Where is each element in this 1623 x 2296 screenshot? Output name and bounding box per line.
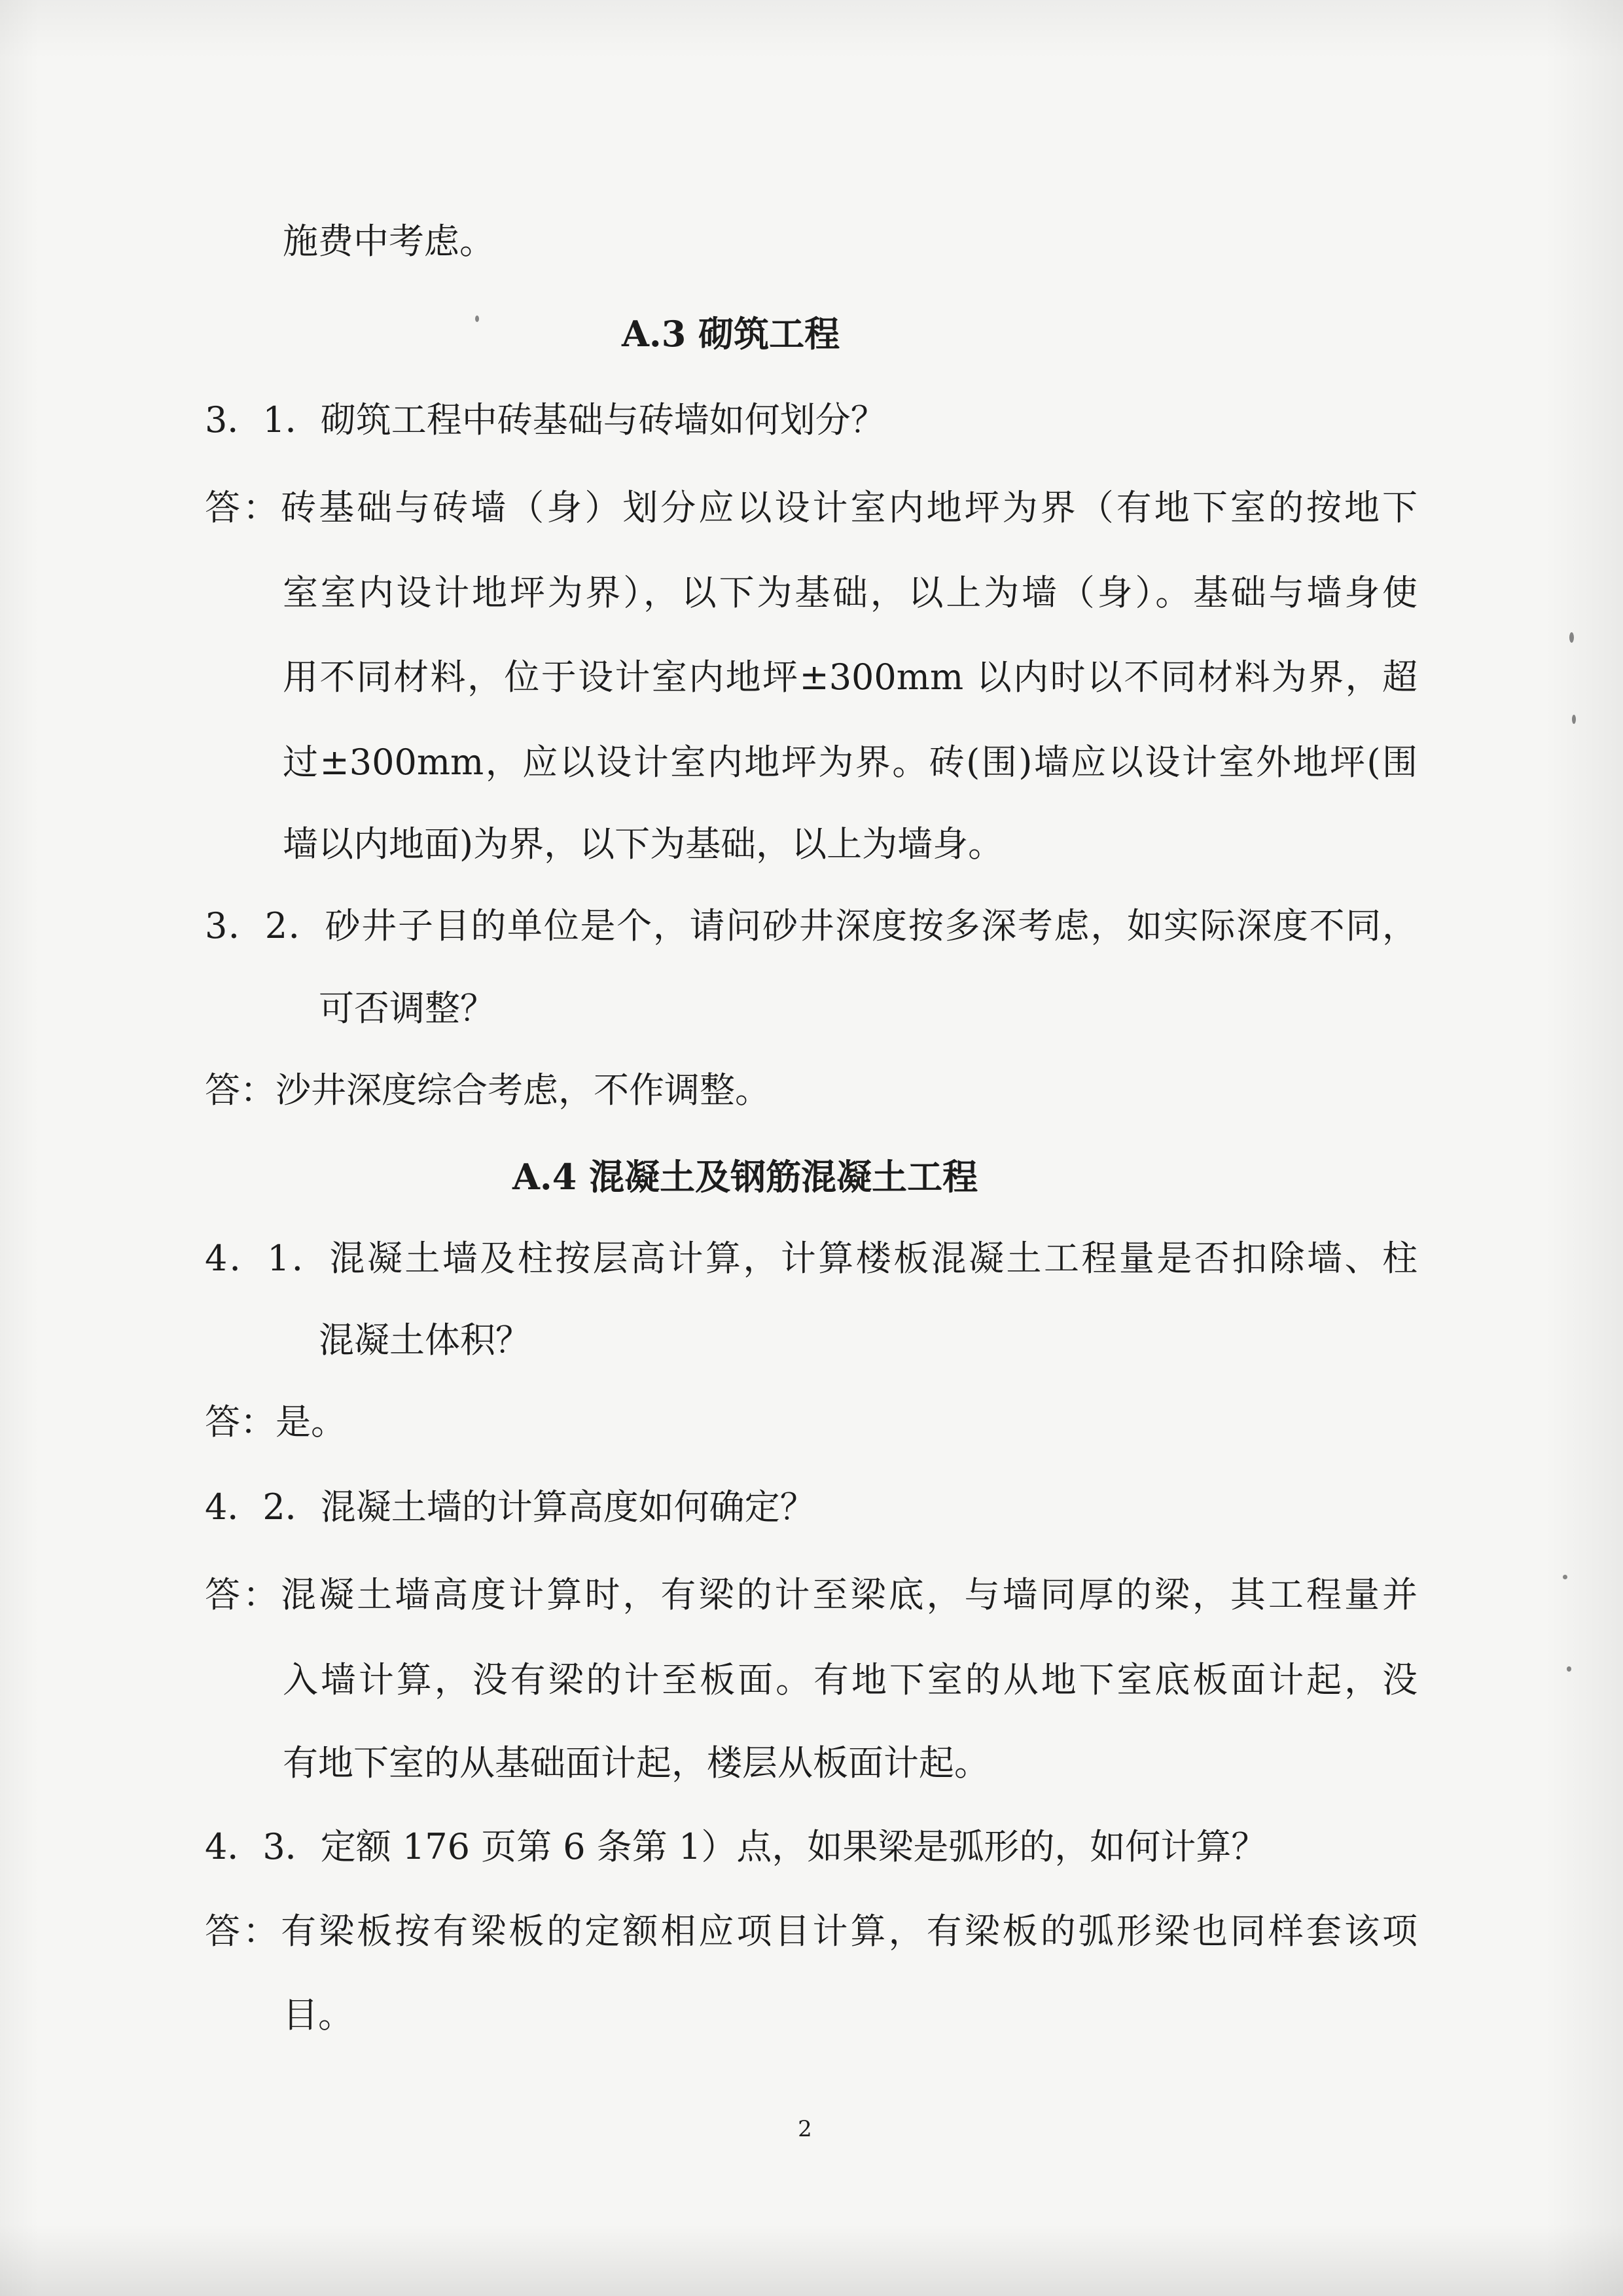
answer-4-3-line-2: 目。 [283, 1994, 353, 2036]
answer-3-2: 答：沙井深度综合考虑，不作调整。 [205, 1069, 770, 1111]
answer-4-3-line-1: 答：有梁板按有梁板的定额相应项目计算，有梁板的弧形梁也同样套该项 [205, 1910, 1418, 1952]
answer-3-1-line-5: 墙以内地面)为界，以下为基础，以上为墙身。 [283, 823, 1004, 865]
carryover-text: 施费中考虑。 [283, 221, 495, 262]
question-4-1-line-1: 4．1．混凝土墙及柱按层高计算，计算楼板混凝土工程量是否扣除墙、柱 [205, 1238, 1418, 1279]
answer-4-1: 答：是。 [205, 1401, 346, 1443]
page-number: 2 [798, 2116, 812, 2142]
question-4-1-line-2: 混凝土体积？ [319, 1319, 531, 1361]
answer-3-1-line-2: 室室内设计地坪为界），以下为基础，以上为墙（身）。基础与墙身使 [283, 572, 1418, 613]
scan-speck [1563, 1575, 1567, 1579]
section-heading-a4: A.4 混凝土及钢筋混凝土工程 [512, 1156, 978, 1198]
question-4-2: 4．2．混凝土墙的计算高度如何确定？ [205, 1486, 815, 1528]
answer-3-1-line-3: 用不同材料，位于设计室内地坪±300mm 以内时以不同材料为界，超 [283, 656, 1418, 698]
answer-4-2-line-2: 入墙计算，没有梁的计至板面。有地下室的从地下室底板面计起，没 [283, 1659, 1418, 1700]
scan-speck [475, 315, 479, 322]
scan-speck [1567, 1666, 1571, 1672]
answer-4-2-line-3: 有地下室的从基础面计起，楼层从板面计起。 [283, 1742, 990, 1784]
scan-speck [1572, 715, 1576, 724]
question-3-2-line-2: 可否调整？ [319, 988, 495, 1029]
answer-4-2-line-1: 答：混凝土墙高度计算时，有梁的计至梁底，与墙同厚的梁，其工程量并 [205, 1574, 1418, 1615]
section-heading-a3: A.3 砌筑工程 [622, 313, 840, 355]
answer-3-1-line-1: 答：砖基础与砖墙（身）划分应以设计室内地坪为界（有地下室的按地下 [205, 487, 1418, 528]
scan-speck [1569, 632, 1574, 643]
answer-3-1-line-4: 过±300mm，应以设计室内地坪为界。砖(围)墙应以设计室外地坪(围 [283, 742, 1418, 783]
question-3-1: 3．1．砌筑工程中砖基础与砖墙如何划分？ [205, 399, 886, 440]
question-3-2-line-1: 3．2．砂井子目的单位是个，请问砂井深度按多深考虑，如实际深度不同， [205, 905, 1418, 946]
question-4-3: 4．3．定额 176 页第 6 条第 1）点，如果梁是弧形的，如何计算？ [205, 1826, 1267, 1867]
